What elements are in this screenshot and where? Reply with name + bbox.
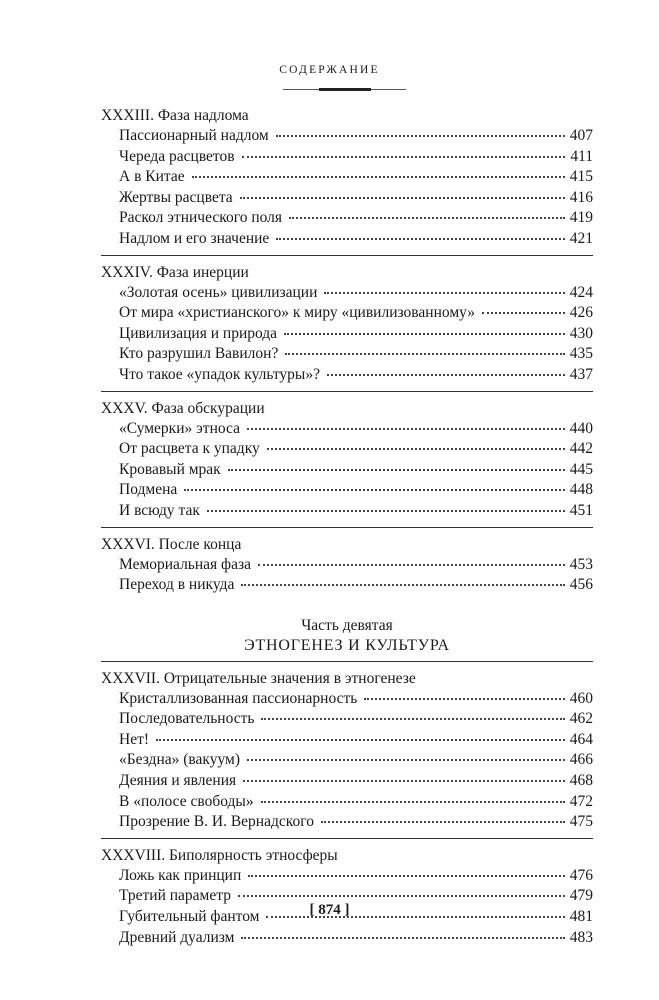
header-rule xyxy=(283,89,406,90)
entry-page: 460 xyxy=(569,689,593,707)
entry-title: В «полосе свободы» xyxy=(119,792,254,810)
dot-leader xyxy=(276,237,564,240)
page-number: [ 874 ] xyxy=(309,902,350,918)
chapter-heading: XXXVI. После конца xyxy=(101,535,242,553)
chapter-heading: XXXIII. Фаза надлома xyxy=(101,107,249,124)
entry-title: «Сумерки» этноса xyxy=(119,419,240,437)
entry-title: Подмена xyxy=(119,481,178,499)
toc-entry xyxy=(101,689,593,710)
entry-title: От мира «христианского» к миру «цивилизованному» xyxy=(119,304,476,322)
dot-leader xyxy=(240,196,565,199)
entry-page: 445 xyxy=(569,460,593,478)
toc-entry xyxy=(101,229,593,250)
dot-leader xyxy=(261,717,564,720)
section-divider xyxy=(101,255,593,256)
entry-page: 472 xyxy=(569,792,593,810)
toc-entry xyxy=(101,575,593,596)
entry-title: От расцвета к упадку xyxy=(119,440,260,458)
entry-title: Раскол этнического поля xyxy=(119,209,283,227)
dot-leader xyxy=(248,874,565,877)
entry-title: Губительный фантом xyxy=(119,908,260,926)
toc-entry xyxy=(101,928,593,949)
entry-title: Прозрение В. И. Вернадского xyxy=(119,813,314,831)
toc-entry xyxy=(101,439,593,460)
entry-page: 430 xyxy=(569,324,593,342)
entry-page: 411 xyxy=(570,147,593,165)
part-label: Часть девятая xyxy=(301,616,393,634)
dot-leader xyxy=(242,155,566,158)
dot-leader xyxy=(156,738,565,741)
entry-title: Что такое «упадок культуры»? xyxy=(119,365,320,383)
dot-leader xyxy=(276,134,565,137)
toc-entry xyxy=(101,167,593,188)
toc-entry xyxy=(101,709,593,730)
dot-leader xyxy=(243,779,565,782)
entry-title: Кристаллизованная пассионарность xyxy=(119,689,358,707)
dot-leader xyxy=(192,175,565,178)
toc-entry xyxy=(101,147,593,168)
entry-page: 456 xyxy=(569,576,593,594)
toc-entry xyxy=(101,501,593,522)
toc-entry xyxy=(101,283,593,304)
toc-entry xyxy=(101,126,593,147)
entry-title: «Золотая осень» цивилизации xyxy=(119,283,318,301)
entry-page: 453 xyxy=(569,555,593,573)
dot-leader xyxy=(241,936,564,939)
section-divider xyxy=(101,661,593,662)
entry-page: 426 xyxy=(569,304,593,322)
toc-entry xyxy=(101,730,593,751)
entry-page: 476 xyxy=(569,866,593,884)
entry-page: 462 xyxy=(569,710,593,728)
toc-entry xyxy=(101,419,593,440)
entry-title: Мемориальная фаза xyxy=(119,555,251,573)
toc-entry xyxy=(101,866,593,887)
dot-leader xyxy=(285,352,564,355)
toc-entry xyxy=(101,812,593,833)
entry-page: 479 xyxy=(569,887,593,905)
entry-title: «Бездна» (вакуум) xyxy=(119,751,240,769)
section-divider xyxy=(101,527,593,528)
toc-entry xyxy=(101,792,593,813)
entry-title: Жертвы расцвета xyxy=(119,188,233,206)
entry-page: 419 xyxy=(569,209,593,227)
entry-title: Надлом и его значение xyxy=(119,229,270,247)
entry-title: Кровавый мрак xyxy=(119,460,221,478)
entry-page: 416 xyxy=(569,188,593,206)
running-header: СОДЕРЖАНИЕ xyxy=(279,64,380,76)
dot-leader xyxy=(241,583,564,586)
toc-entry xyxy=(101,208,593,229)
dot-leader xyxy=(238,894,565,897)
entry-title: Последовательность xyxy=(119,710,255,728)
chapter-heading: XXXVIII. Биполярность этносферы xyxy=(101,846,338,864)
entry-page: 442 xyxy=(569,440,593,458)
entry-title: Древний дуализм xyxy=(119,928,235,946)
dot-leader xyxy=(261,800,565,803)
entry-page: 464 xyxy=(569,730,593,748)
dot-leader xyxy=(482,311,565,314)
entry-title: А в Китае xyxy=(119,168,185,186)
part-title: ЭТНОГЕНЕЗ И КУЛЬТУРА xyxy=(244,636,450,654)
toc-entry xyxy=(101,365,593,386)
toc-entry xyxy=(101,303,593,324)
entry-page: 440 xyxy=(569,419,593,437)
table-of-contents xyxy=(101,106,593,948)
dot-leader xyxy=(321,820,565,823)
entry-page: 448 xyxy=(569,481,593,499)
entry-page: 483 xyxy=(569,928,593,946)
dot-leader xyxy=(207,509,565,512)
entry-page: 466 xyxy=(569,751,593,769)
entry-title: Череда расцветов xyxy=(119,147,235,165)
entry-title: Нет! xyxy=(119,730,150,748)
dot-leader xyxy=(364,697,564,700)
entry-title: Деяния и явления xyxy=(119,772,237,790)
entry-page: 421 xyxy=(569,229,593,247)
entry-page: 415 xyxy=(569,168,593,186)
chapter-heading: XXXIV. Фаза инерции xyxy=(101,263,249,281)
toc-entry xyxy=(101,344,593,365)
chapter-heading: XXXVII. Отрицательные значения в этногенезе xyxy=(101,669,416,687)
dot-leader xyxy=(324,291,564,294)
toc-entry xyxy=(101,460,593,481)
toc-entry xyxy=(101,750,593,771)
toc-entry xyxy=(101,771,593,792)
dot-leader xyxy=(247,758,565,761)
toc-entry xyxy=(101,324,593,345)
entry-page: 451 xyxy=(569,501,593,519)
dot-leader xyxy=(289,216,565,219)
dot-leader xyxy=(327,373,565,376)
toc-entry xyxy=(101,480,593,501)
entry-title: Переход в никуда xyxy=(119,576,235,594)
section-divider xyxy=(101,838,593,839)
entry-page: 437 xyxy=(569,365,593,383)
entry-title: Цивилизация и природа xyxy=(119,324,278,342)
entry-title: Третий параметр xyxy=(119,887,231,905)
dot-leader xyxy=(258,563,565,566)
entry-page: 407 xyxy=(569,127,593,144)
section-divider xyxy=(101,391,593,392)
entry-page: 481 xyxy=(569,908,593,926)
chapter-heading: XXXV. Фаза обскурации xyxy=(101,399,265,417)
entry-title: И всюду так xyxy=(119,501,200,519)
entry-title: Ложь как принцип xyxy=(119,866,242,884)
entry-page: 468 xyxy=(569,772,593,790)
dot-leader xyxy=(267,447,565,450)
entry-title: Пассионарный надлом xyxy=(119,127,269,144)
entry-page: 424 xyxy=(569,283,593,301)
dot-leader xyxy=(284,332,565,335)
entry-page: 475 xyxy=(569,813,593,831)
entry-title: Кто разрушил Вавилон? xyxy=(119,345,279,363)
toc-entry xyxy=(101,188,593,209)
dot-leader xyxy=(228,468,565,471)
entry-page: 435 xyxy=(569,345,593,363)
toc-entry xyxy=(101,555,593,576)
dot-leader xyxy=(247,427,565,430)
dot-leader xyxy=(184,488,565,491)
